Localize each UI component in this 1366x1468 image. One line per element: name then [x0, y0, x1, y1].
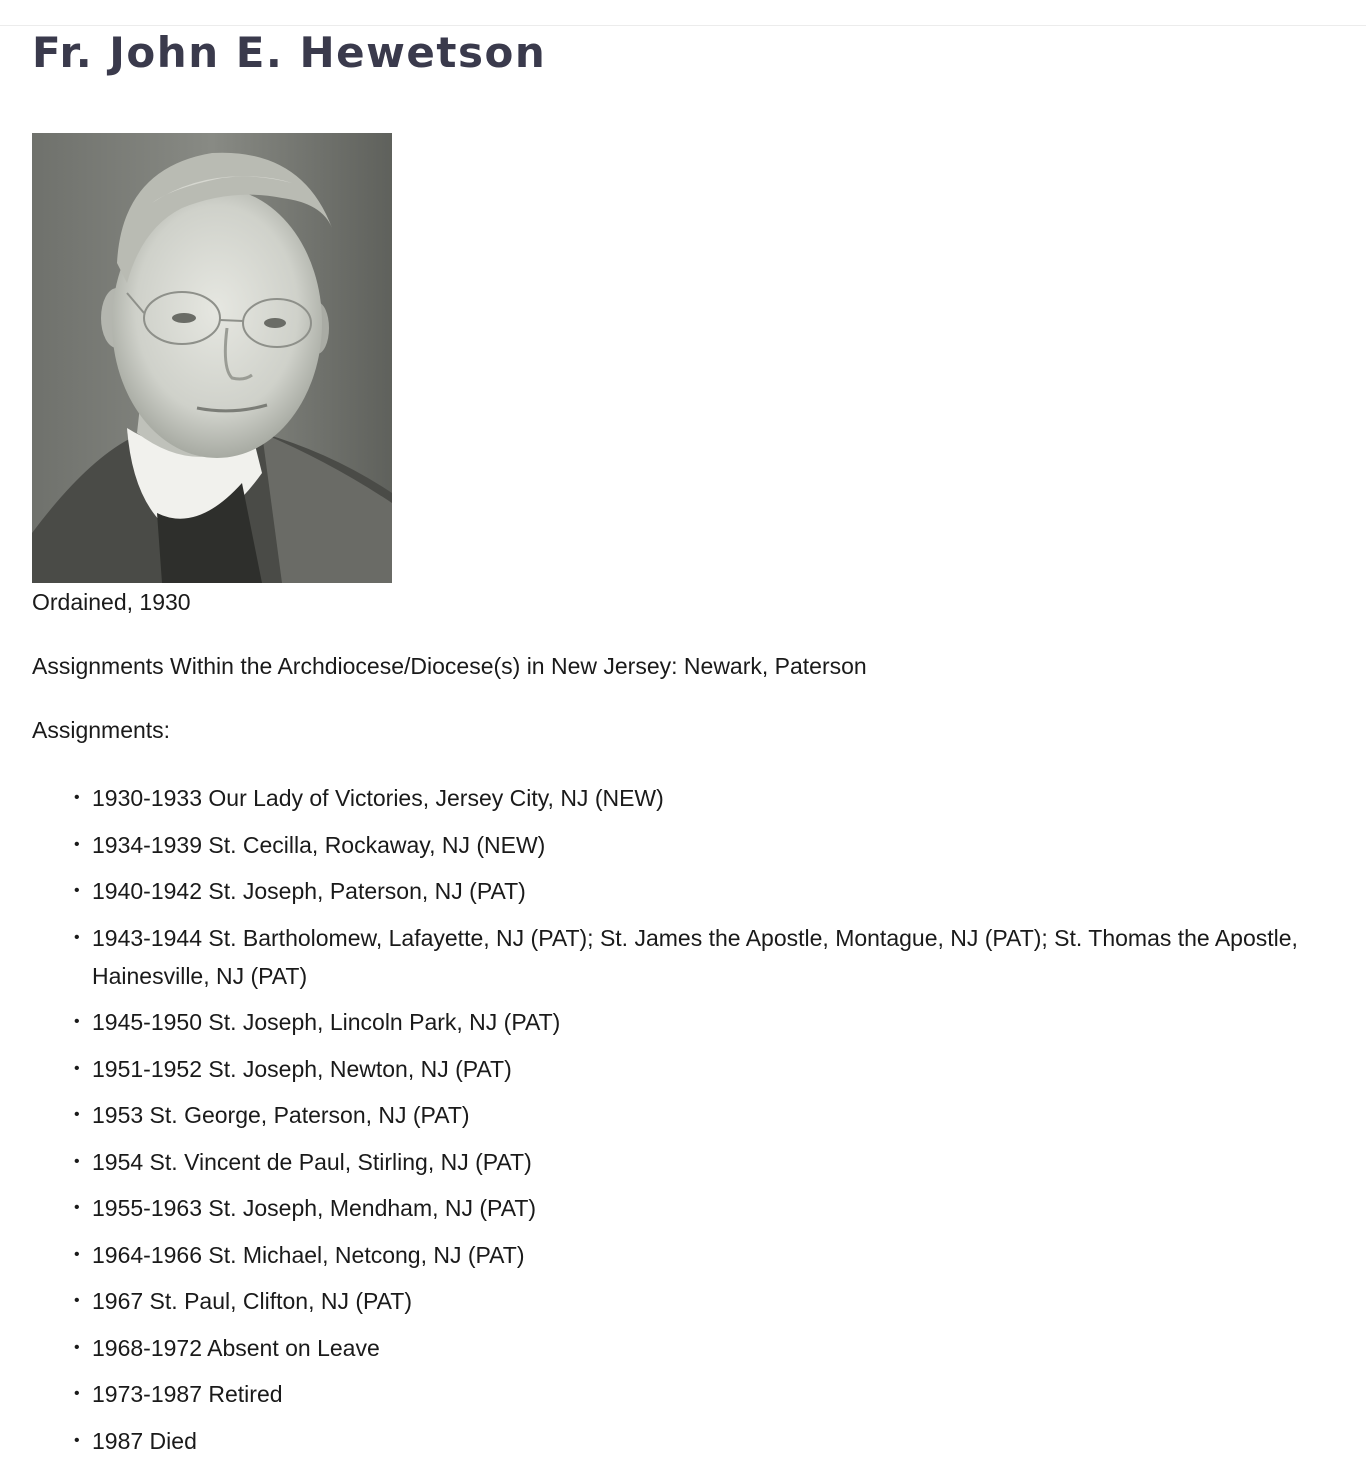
- list-item: [74, 1282, 1332, 1320]
- assignment-text: 1964-1966 St. Michael, Netcong, NJ (PAT): [92, 1241, 525, 1268]
- bullet-icon: •: [74, 1152, 80, 1170]
- assignment-text: 1968-1972 Absent on Leave: [92, 1334, 380, 1361]
- bullet-icon: •: [74, 1338, 80, 1356]
- list-item: [74, 1189, 1332, 1227]
- assignment-text: 1954 St. Vincent de Paul, Stirling, NJ (PAT): [92, 1148, 532, 1175]
- assignment-text: 1967 St. Paul, Clifton, NJ (PAT): [92, 1288, 412, 1314]
- bullet-icon: •: [74, 1199, 80, 1216]
- list-item: [74, 1050, 1332, 1088]
- list-item: [74, 1236, 1332, 1274]
- list-item: [74, 1329, 1332, 1367]
- list-item: [74, 1375, 1332, 1413]
- list-item: [74, 1143, 1332, 1181]
- assignment-text: 1940-1942 St. Joseph, Paterson, NJ (PAT): [92, 878, 526, 904]
- list-item: [74, 872, 1332, 910]
- list-item: [74, 779, 1332, 817]
- bullet-icon: •: [74, 1385, 80, 1402]
- list-item: [74, 1096, 1332, 1134]
- list-item: [74, 919, 1332, 995]
- assignment-text: 1973-1987 Retired: [92, 1381, 283, 1407]
- assignment-text: 1934-1939 St. Cecilla, Rockaway, NJ (NEW): [92, 831, 546, 858]
- assignment-text: 1943-1944 St. Bartholomew, Lafayette, NJ (PAT); St. James the Apostle, Montague, NJ (PAT); St. Thomas the Apostle, Hainesville, NJ (PAT): [92, 924, 1298, 989]
- assignment-text: 1930-1933 Our Lady of Victories, Jersey City, NJ (NEW): [92, 785, 664, 811]
- assignment-text: 1945-1950 St. Joseph, Lincoln Park, NJ (PAT): [92, 1009, 561, 1035]
- bullet-icon: •: [74, 835, 80, 853]
- bullet-icon: •: [74, 928, 80, 946]
- page-title: Fr. John E. Hewetson: [32, 28, 547, 77]
- dioceses-text: Assignments Within the Archdiocese/Diocese(s) in New Jersey: Newark, Paterson: [32, 653, 867, 679]
- bullet-icon: •: [74, 1013, 80, 1030]
- bullet-icon: •: [74, 1292, 80, 1309]
- assignments-list: [32, 779, 1332, 1460]
- bullet-icon: •: [74, 1059, 80, 1077]
- assignment-text: 1955-1963 St. Joseph, Mendham, NJ (PAT): [92, 1195, 537, 1221]
- bullet-icon: •: [74, 1245, 80, 1263]
- bullet-icon: •: [74, 882, 80, 899]
- list-item: [74, 1003, 1332, 1041]
- main-content: [32, 26, 1332, 1468]
- portrait-photo: [32, 133, 392, 583]
- assignments-heading: Assignments:: [32, 717, 171, 743]
- bullet-icon: •: [74, 1106, 80, 1123]
- ordination-caption: Ordained, 1930: [32, 589, 191, 615]
- assignment-text: 1953 St. George, Paterson, NJ (PAT): [92, 1102, 470, 1128]
- bullet-icon: •: [74, 1431, 80, 1449]
- list-item: [74, 826, 1332, 864]
- bullet-icon: •: [74, 789, 80, 806]
- assignment-text: 1987 Died: [92, 1427, 197, 1454]
- list-item: [74, 1422, 1332, 1460]
- assignment-text: 1951-1952 St. Joseph, Newton, NJ (PAT): [92, 1055, 512, 1082]
